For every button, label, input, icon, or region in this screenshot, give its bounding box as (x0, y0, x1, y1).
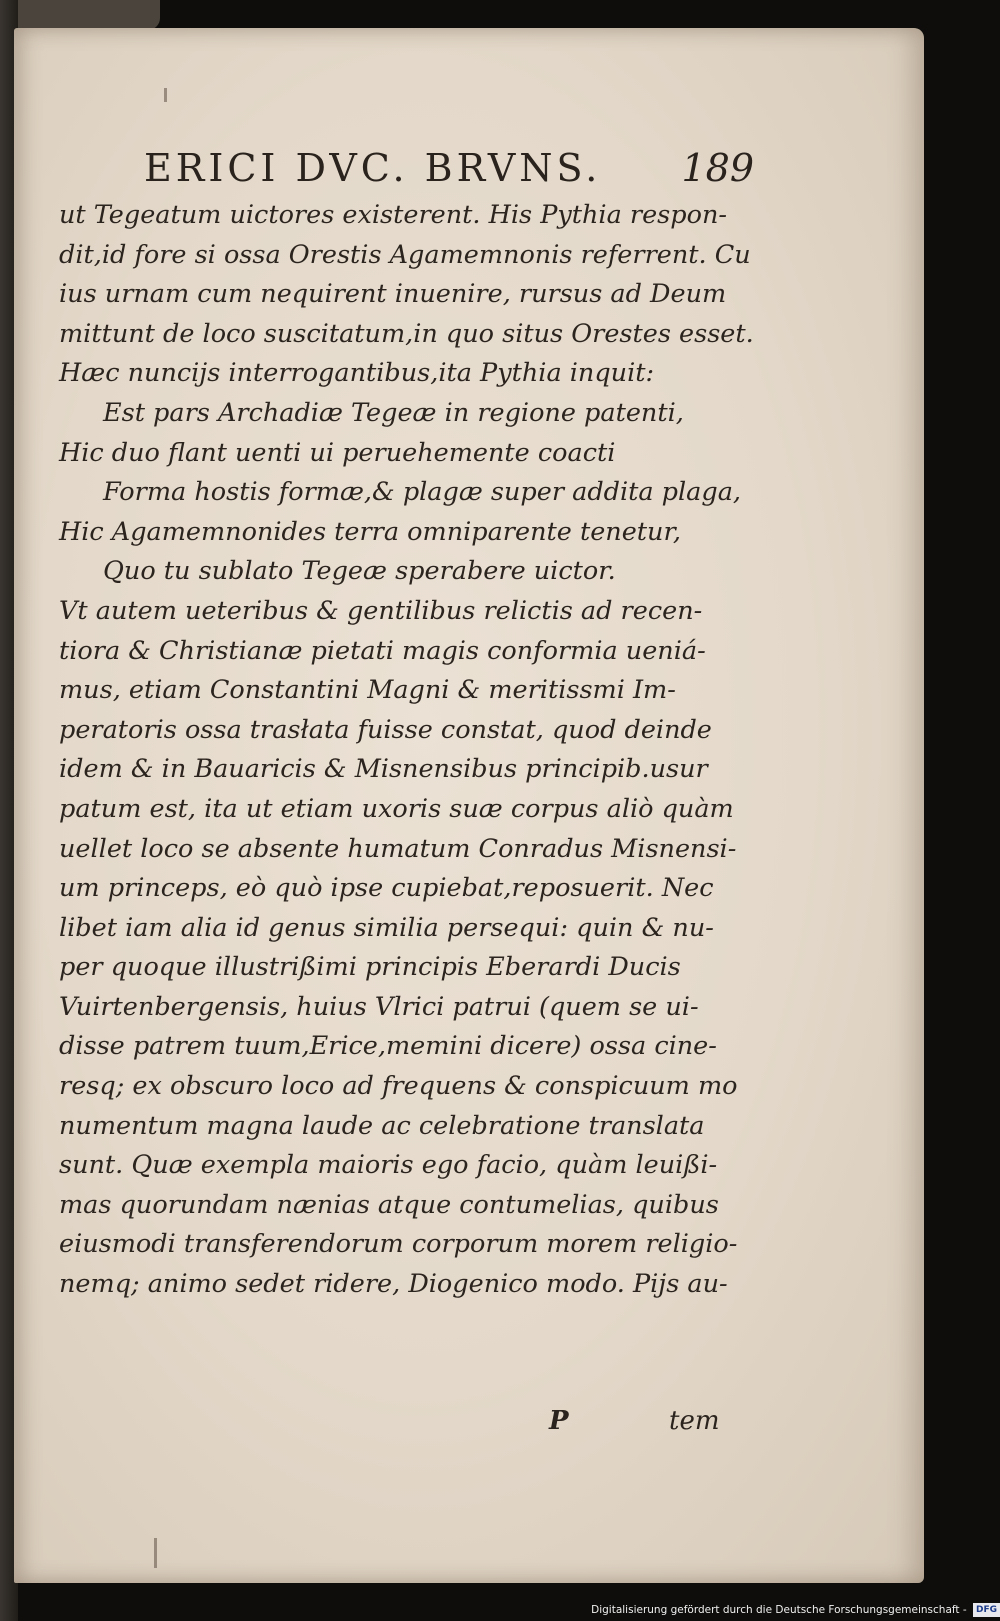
paper-fleck (154, 1538, 157, 1568)
paper-fleck (164, 88, 167, 102)
running-head-title: ERICI DVC. BRVNS. (144, 146, 602, 190)
text-line: mus, etiam Constantini Magni & meritissmi Im- (59, 675, 676, 706)
text-line: sunt. Quæ exempla maioris ego facio, quàm leuißi- (59, 1150, 718, 1181)
verse-line: Est pars Archadiæ Tegeæ in regione patenti, (103, 397, 684, 428)
text-line: ius urnam cum nequirent inuenire, rursus ad Deum (59, 279, 727, 310)
text-line: mas quorundam nænias atque contumelias, quibus (59, 1189, 719, 1220)
binding-edge-top (0, 0, 160, 30)
text-line: dit,id fore si ossa Orestis Agamemnonis referrent. Cu (59, 239, 751, 270)
text-line: patum est, ita ut etiam uxoris suæ corpus aliò quàm (59, 793, 734, 824)
text-line: idem & in Bauaricis & Misnensibus principib.usur (59, 754, 708, 785)
body-text (59, 196, 754, 1305)
text-line: Hæc nuncijs interrogantibus,ita Pythia inquit: (59, 358, 655, 389)
text-line: peratoris ossa trasłata fuisse constat, quod deinde (59, 714, 712, 745)
text-line: ut Tegeatum uictores existerent. His Pythia respon- (59, 200, 727, 230)
page-number: 189 (681, 146, 754, 190)
text-line: Vuirtenbergensis, huius Vlrici patrui (quem se ui- (59, 991, 699, 1022)
text-line: numentum magna laude ac celebratione translata (59, 1110, 705, 1141)
text-line: tiora & Christianæ pietati magis conformia ueniá- (59, 635, 706, 666)
page-foot (549, 1406, 749, 1446)
verse-line: Hic duo flant uenti ui peruehemente coacti (59, 437, 616, 468)
dfg-logo: DFG (973, 1603, 1000, 1617)
verse-line: Forma hostis formæ,& plagæ super addita plaga, (103, 477, 741, 508)
digitization-credit-bar (590, 1600, 1000, 1621)
digitization-credit: Digitalisierung gefördert durch die Deutsche Forschungsgemeinschaft - (591, 1604, 967, 1616)
text-line: mittunt de loco suscitatum,in quo situs Orestes esset. (59, 318, 754, 349)
catchword: tem (669, 1406, 720, 1436)
text-line: per quoque illustrißimi principis Eberardi Ducis (59, 952, 681, 983)
text-line: nemq; animo sedet ridere, Diogenico modo. Pijs au- (59, 1269, 728, 1300)
verse-line: Quo tu sublato Tegeæ sperabere uictor. (103, 556, 616, 587)
text-line: eiusmodi transferendorum corporum morem religio- (59, 1229, 738, 1260)
text-line: um princeps, eò quò ipse cupiebat,reposuerit. Nec (59, 873, 714, 904)
signature-mark: P (549, 1406, 569, 1436)
text-line: disse patrem tuum,Erice,memini dicere) ossa cine- (59, 1031, 717, 1062)
book-page (14, 28, 924, 1583)
verse-line: Hic Agamemnonides terra omniparente tenetur, (59, 516, 681, 547)
text-line: resq; ex obscuro loco ad frequens & conspicuum mo (59, 1071, 738, 1102)
text-line: uellet loco se absente humatum Conradus Misnensi- (59, 833, 737, 864)
text-line: Vt autem ueteribus & gentilibus relictis ad recen- (59, 595, 703, 626)
text-line: libet iam alia id genus similia persequi: quin & nu- (59, 912, 714, 943)
